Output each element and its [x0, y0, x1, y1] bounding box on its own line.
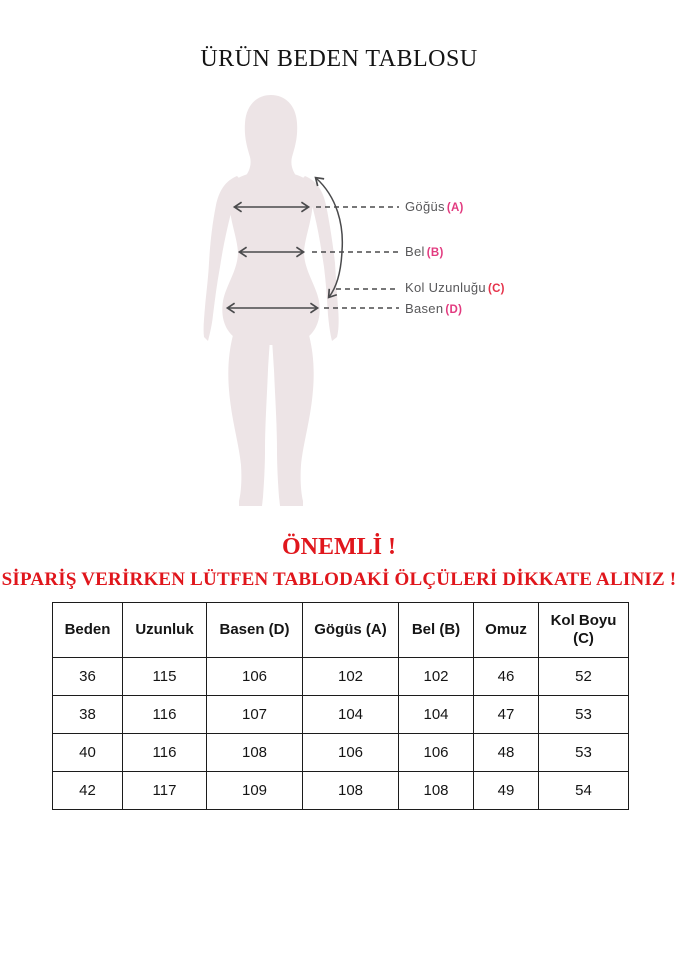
important-notice-heading: ÖNEMLİ ! [282, 534, 396, 560]
col-header-omuz: Omuz [474, 603, 539, 658]
chest-label [405, 200, 464, 215]
page-title: ÜRÜN BEDEN TABLOSU [200, 46, 478, 72]
silhouette-left-leg [228, 335, 270, 506]
waist-label [405, 245, 444, 260]
table-cell: 42 [53, 772, 123, 810]
silhouette-torso [222, 171, 319, 345]
measurement-diagram [175, 85, 515, 515]
table-cell: 109 [207, 772, 303, 810]
table-row [53, 658, 629, 696]
waist-label-letter: (B) [426, 247, 444, 259]
table-row [53, 734, 629, 772]
table-cell: 108 [207, 734, 303, 772]
table-cell: 107 [207, 696, 303, 734]
col-header-gogus: Gögüs (A) [303, 603, 399, 658]
table-cell: 48 [474, 734, 539, 772]
table-row [53, 772, 629, 810]
table-cell: 106 [399, 734, 474, 772]
table-cell: 38 [53, 696, 123, 734]
table-cell: 53 [539, 734, 629, 772]
silhouette-right-leg [272, 335, 314, 506]
hip-label-letter: (D) [445, 304, 463, 316]
table-cell: 47 [474, 696, 539, 734]
size-table-header-row [53, 603, 629, 658]
table-cell: 46 [474, 658, 539, 696]
table-cell: 54 [539, 772, 629, 810]
silhouette-head [243, 95, 299, 183]
col-header-bel: Bel (B) [399, 603, 474, 658]
table-cell: 106 [207, 658, 303, 696]
table-cell: 49 [474, 772, 539, 810]
col-header-uzunluk: Uzunluk [123, 603, 207, 658]
table-cell: 104 [303, 696, 399, 734]
size-table [52, 602, 629, 810]
table-cell: 52 [539, 658, 629, 696]
table-cell: 115 [123, 658, 207, 696]
col-header-basen: Basen (D) [207, 603, 303, 658]
col-header-beden: Beden [53, 603, 123, 658]
chest-label-letter: (A) [446, 202, 464, 214]
table-cell: 116 [123, 734, 207, 772]
table-cell: 102 [303, 658, 399, 696]
table-cell: 53 [539, 696, 629, 734]
table-cell: 40 [53, 734, 123, 772]
table-cell: 117 [123, 772, 207, 810]
table-cell: 106 [303, 734, 399, 772]
hip-label-text: Basen [405, 301, 444, 316]
important-notice-message: SİPARİŞ VERİRKEN LÜTFEN TABLODAKİ ÖLÇÜLERİ DİKKATE ALINIZ ! [1, 569, 677, 590]
arm-length-label-letter: (C) [487, 283, 505, 295]
table-cell: 36 [53, 658, 123, 696]
arm-length-label-text: Kol Uzunluğu [405, 280, 486, 295]
table-row [53, 696, 629, 734]
hip-label [405, 302, 462, 317]
arm-length-label [405, 281, 505, 296]
table-cell: 108 [399, 772, 474, 810]
chest-label-text: Göğüs [405, 199, 445, 214]
table-cell: 108 [303, 772, 399, 810]
female-body-silhouette [204, 95, 339, 506]
waist-label-text: Bel [405, 244, 425, 259]
table-cell: 104 [399, 696, 474, 734]
table-cell: 102 [399, 658, 474, 696]
col-header-kol-boyu: Kol Boyu (C) [539, 603, 629, 658]
table-cell: 116 [123, 696, 207, 734]
